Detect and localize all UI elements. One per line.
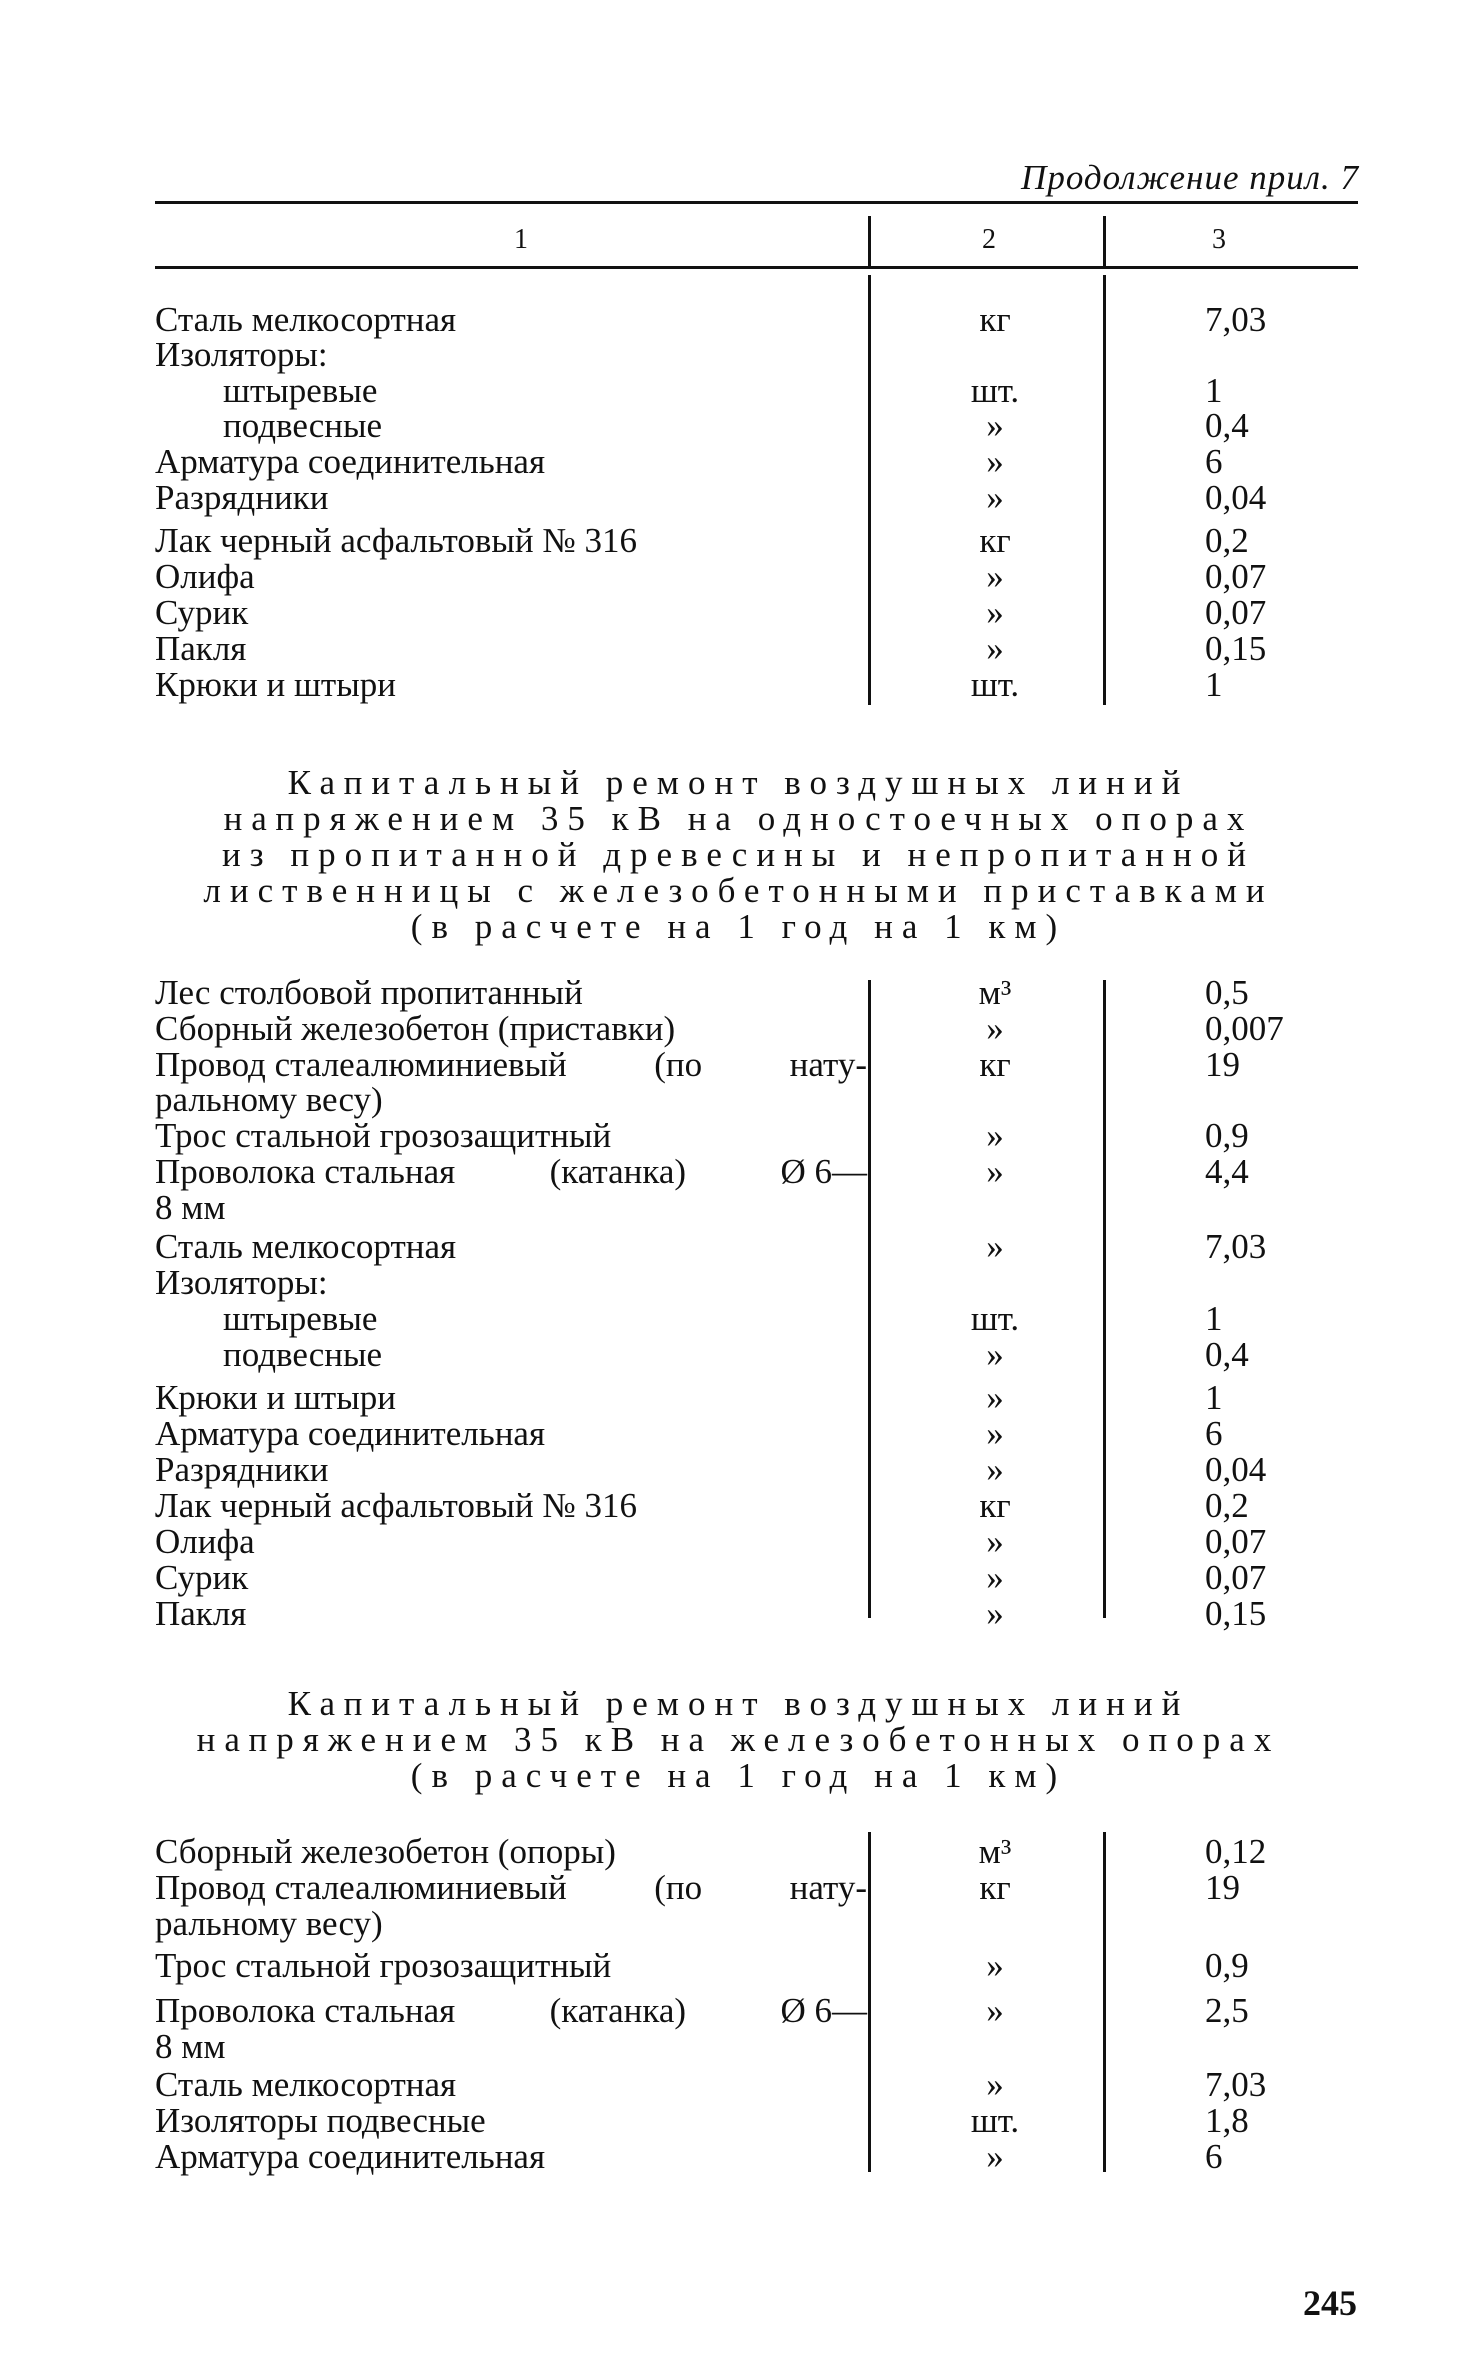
item-name: Сталь мелкосортная	[155, 300, 457, 339]
table-row-continuation	[155, 1906, 1358, 1942]
item-value: 19	[1205, 1045, 1240, 1084]
item-unit: »	[986, 1558, 1004, 1597]
item-unit: »	[986, 442, 1004, 481]
table-row	[155, 559, 1358, 595]
item-value: 0,15	[1205, 1594, 1267, 1633]
item-unit: »	[986, 406, 1004, 445]
item-value: 1	[1205, 1378, 1223, 1417]
item-name: Разрядники	[155, 1450, 329, 1489]
title-line: напряжением 35 кВ на железобетонных опорах	[196, 1720, 1281, 1759]
table-row	[155, 1596, 1358, 1632]
item-name	[155, 1154, 867, 1190]
item-name: Сурик	[155, 593, 249, 632]
table-row	[155, 1380, 1358, 1416]
title-line: из пропитанной древесины и непропитанной	[222, 835, 1255, 874]
table-row	[155, 1416, 1358, 1452]
item-value: 6	[1205, 1414, 1223, 1453]
item-unit: »	[986, 1414, 1004, 1453]
item-name: Олифа	[155, 1522, 255, 1561]
item-name-continuation: ральному весу)	[155, 1904, 383, 1943]
table-row	[155, 595, 1358, 631]
continuation-label: Продолжение прил. 7	[1021, 158, 1359, 197]
table-row	[155, 1870, 1358, 1906]
item-value: 6	[1205, 2137, 1223, 2176]
item-name: штыревые	[223, 371, 378, 410]
item-name-part: (катанка)	[549, 1152, 687, 1191]
item-name: Сталь мелкосортная	[155, 2065, 457, 2104]
item-name: Сборный железобетон (опоры)	[155, 1832, 616, 1871]
item-name: Пакля	[155, 629, 247, 668]
table-row	[155, 631, 1358, 667]
item-unit: шт.	[970, 1299, 1020, 1338]
item-unit: м³	[978, 973, 1012, 1012]
item-value: 0,04	[1205, 1450, 1267, 1489]
item-unit: шт.	[970, 371, 1020, 410]
item-value: 0,007	[1205, 1009, 1284, 1048]
item-value: 7,03	[1205, 2065, 1267, 2104]
header-divider-1	[868, 216, 871, 266]
item-name: Крюки и штыри	[155, 1378, 396, 1417]
item-unit: »	[986, 1594, 1004, 1633]
item-name-part: нату-	[789, 1045, 867, 1084]
table-row	[155, 444, 1358, 480]
title-line: Капитальный ремонт воздушных линий	[287, 763, 1190, 802]
table-row	[155, 1118, 1358, 1154]
title-line: (в расчете на 1 год на 1 км)	[410, 1756, 1067, 1795]
title-line: лиственницы с железобетонными приставками	[203, 871, 1274, 910]
table-row	[155, 1011, 1358, 1047]
table-row	[155, 480, 1358, 516]
header-divider-2	[1103, 216, 1106, 266]
table-row	[155, 2139, 1358, 2175]
item-name-continuation: 8 мм	[155, 1188, 226, 1227]
table-row	[155, 1524, 1358, 1560]
title-line: (в расчете на 1 год на 1 км)	[410, 907, 1067, 946]
item-value: 0,2	[1205, 1486, 1249, 1525]
item-name: Арматура соединительная	[155, 442, 546, 481]
item-value: 2,5	[1205, 1991, 1249, 2030]
table-row	[155, 2067, 1358, 2103]
table-row	[155, 408, 1358, 444]
item-value: 0,9	[1205, 1946, 1249, 1985]
item-name-continuation: 8 мм	[155, 2027, 226, 2066]
item-value: 0,15	[1205, 629, 1267, 668]
table-row-continuation	[155, 1082, 1358, 1118]
table-row	[155, 1452, 1358, 1488]
item-unit: »	[986, 1335, 1004, 1374]
item-value: 0,12	[1205, 1832, 1267, 1871]
item-unit: шт.	[970, 665, 1020, 704]
item-name: Сталь мелкосортная	[155, 1227, 457, 1266]
item-value: 4,4	[1205, 1152, 1249, 1191]
item-unit: »	[986, 557, 1004, 596]
table-row	[155, 1301, 1358, 1337]
section-title-single-post	[0, 765, 1477, 945]
item-value: 0,4	[1205, 406, 1249, 445]
table-row	[155, 1154, 1358, 1190]
item-name: подвесные	[223, 406, 383, 445]
section-title-reinforced-concrete	[0, 1686, 1477, 1794]
item-name: Сборный железобетон (приставки)	[155, 1009, 676, 1048]
item-name-part: Проволока стальная	[155, 1152, 456, 1191]
page-number: 245	[1303, 2283, 1357, 2323]
item-name-part: Провод сталеалюминиевый	[155, 1045, 567, 1084]
item-name: Лак черный асфальтовый № 316	[155, 1486, 638, 1525]
item-name	[155, 1047, 867, 1083]
item-unit: шт.	[970, 2101, 1020, 2140]
item-unit: »	[986, 1009, 1004, 1048]
table-row	[155, 373, 1358, 409]
item-value: 0,9	[1205, 1116, 1249, 1155]
table-row	[155, 1834, 1358, 1870]
item-value: 0,07	[1205, 557, 1267, 596]
item-value: 0,5	[1205, 973, 1249, 1012]
item-name: Крюки и штыри	[155, 665, 396, 704]
item-unit: »	[986, 1116, 1004, 1155]
item-value: 6	[1205, 442, 1223, 481]
item-name: Олифа	[155, 557, 255, 596]
item-name: Трос стальной грозозащитный	[155, 1116, 612, 1155]
table-row	[155, 1948, 1358, 1984]
item-unit: кг	[979, 1045, 1011, 1084]
item-name: Пакля	[155, 1594, 247, 1633]
item-unit: »	[986, 1522, 1004, 1561]
column-header-3: 3	[1212, 224, 1226, 255]
table-row	[155, 667, 1358, 703]
item-unit: »	[986, 593, 1004, 632]
item-unit: »	[986, 1450, 1004, 1489]
item-unit: »	[986, 2065, 1004, 2104]
item-name-part: нату-	[789, 1868, 867, 1907]
table-row-continuation	[155, 1190, 1358, 1226]
item-name: штыревые	[223, 1299, 378, 1338]
item-name-part: (катанка)	[549, 1991, 687, 2030]
item-unit: кг	[979, 1486, 1011, 1525]
item-name: Лес столбовой пропитанный	[155, 973, 583, 1012]
item-value: 0,07	[1205, 1558, 1267, 1597]
item-name: Изоляторы подвесные	[155, 2101, 486, 2140]
title-line: Капитальный ремонт воздушных линий	[287, 1684, 1190, 1723]
item-unit: »	[986, 1991, 1004, 2030]
item-unit: »	[986, 2137, 1004, 2176]
table-row	[155, 337, 1358, 373]
item-name: Изоляторы:	[155, 1263, 328, 1302]
item-name	[155, 1993, 867, 2029]
item-name: Лак черный асфальтовый № 316	[155, 521, 638, 560]
table-row	[155, 1265, 1358, 1301]
item-unit: »	[986, 1378, 1004, 1417]
item-name: Сурик	[155, 1558, 249, 1597]
item-name-part: (по	[654, 1868, 703, 1907]
item-name-continuation: ральному весу)	[155, 1080, 383, 1119]
item-name: Арматура соединительная	[155, 1414, 546, 1453]
table-row	[155, 523, 1358, 559]
table-row	[155, 975, 1358, 1011]
item-value: 7,03	[1205, 300, 1267, 339]
item-name: Разрядники	[155, 478, 329, 517]
item-unit: »	[986, 1227, 1004, 1266]
item-value: 19	[1205, 1868, 1240, 1907]
item-unit: м³	[978, 1832, 1012, 1871]
table-row	[155, 302, 1358, 338]
item-value: 0,2	[1205, 521, 1249, 560]
item-name: Изоляторы:	[155, 335, 328, 374]
item-unit: »	[986, 629, 1004, 668]
item-value: 1,8	[1205, 2101, 1249, 2140]
item-unit: »	[986, 1946, 1004, 1985]
item-unit: кг	[979, 521, 1011, 560]
table-row-continuation	[155, 2029, 1358, 2065]
item-unit: кг	[979, 1868, 1011, 1907]
header-bottom-rule	[155, 266, 1358, 269]
title-line: напряжением 35 кВ на одностоечных опорах	[223, 799, 1254, 838]
header-top-rule	[155, 201, 1358, 204]
item-unit: »	[986, 478, 1004, 517]
item-unit: кг	[979, 300, 1011, 339]
item-name	[155, 1870, 867, 1906]
table-row	[155, 1488, 1358, 1524]
item-value: 0,4	[1205, 1335, 1249, 1374]
column-header-1: 1	[514, 224, 528, 255]
column-header-2: 2	[982, 224, 996, 255]
item-name-part: Ø 6—	[780, 1991, 867, 2030]
item-value: 0,04	[1205, 478, 1267, 517]
item-name-part: Проволока стальная	[155, 1991, 456, 2030]
item-value: 1	[1205, 665, 1223, 704]
table-row	[155, 1993, 1358, 2029]
table-row	[155, 2103, 1358, 2139]
table-row	[155, 1337, 1358, 1373]
table-row	[155, 1229, 1358, 1265]
item-name-part: (по	[654, 1045, 703, 1084]
item-name: Трос стальной грозозащитный	[155, 1946, 612, 1985]
item-value: 1	[1205, 1299, 1223, 1338]
item-value: 1	[1205, 371, 1223, 410]
item-name-part: Ø 6—	[780, 1152, 867, 1191]
item-value: 7,03	[1205, 1227, 1267, 1266]
item-name: подвесные	[223, 1335, 383, 1374]
item-value: 0,07	[1205, 1522, 1267, 1561]
item-name: Арматура соединительная	[155, 2137, 546, 2176]
table-row	[155, 1047, 1358, 1083]
item-unit: »	[986, 1152, 1004, 1191]
table-row	[155, 1560, 1358, 1596]
item-name-part: Провод сталеалюминиевый	[155, 1868, 567, 1907]
item-value: 0,07	[1205, 593, 1267, 632]
